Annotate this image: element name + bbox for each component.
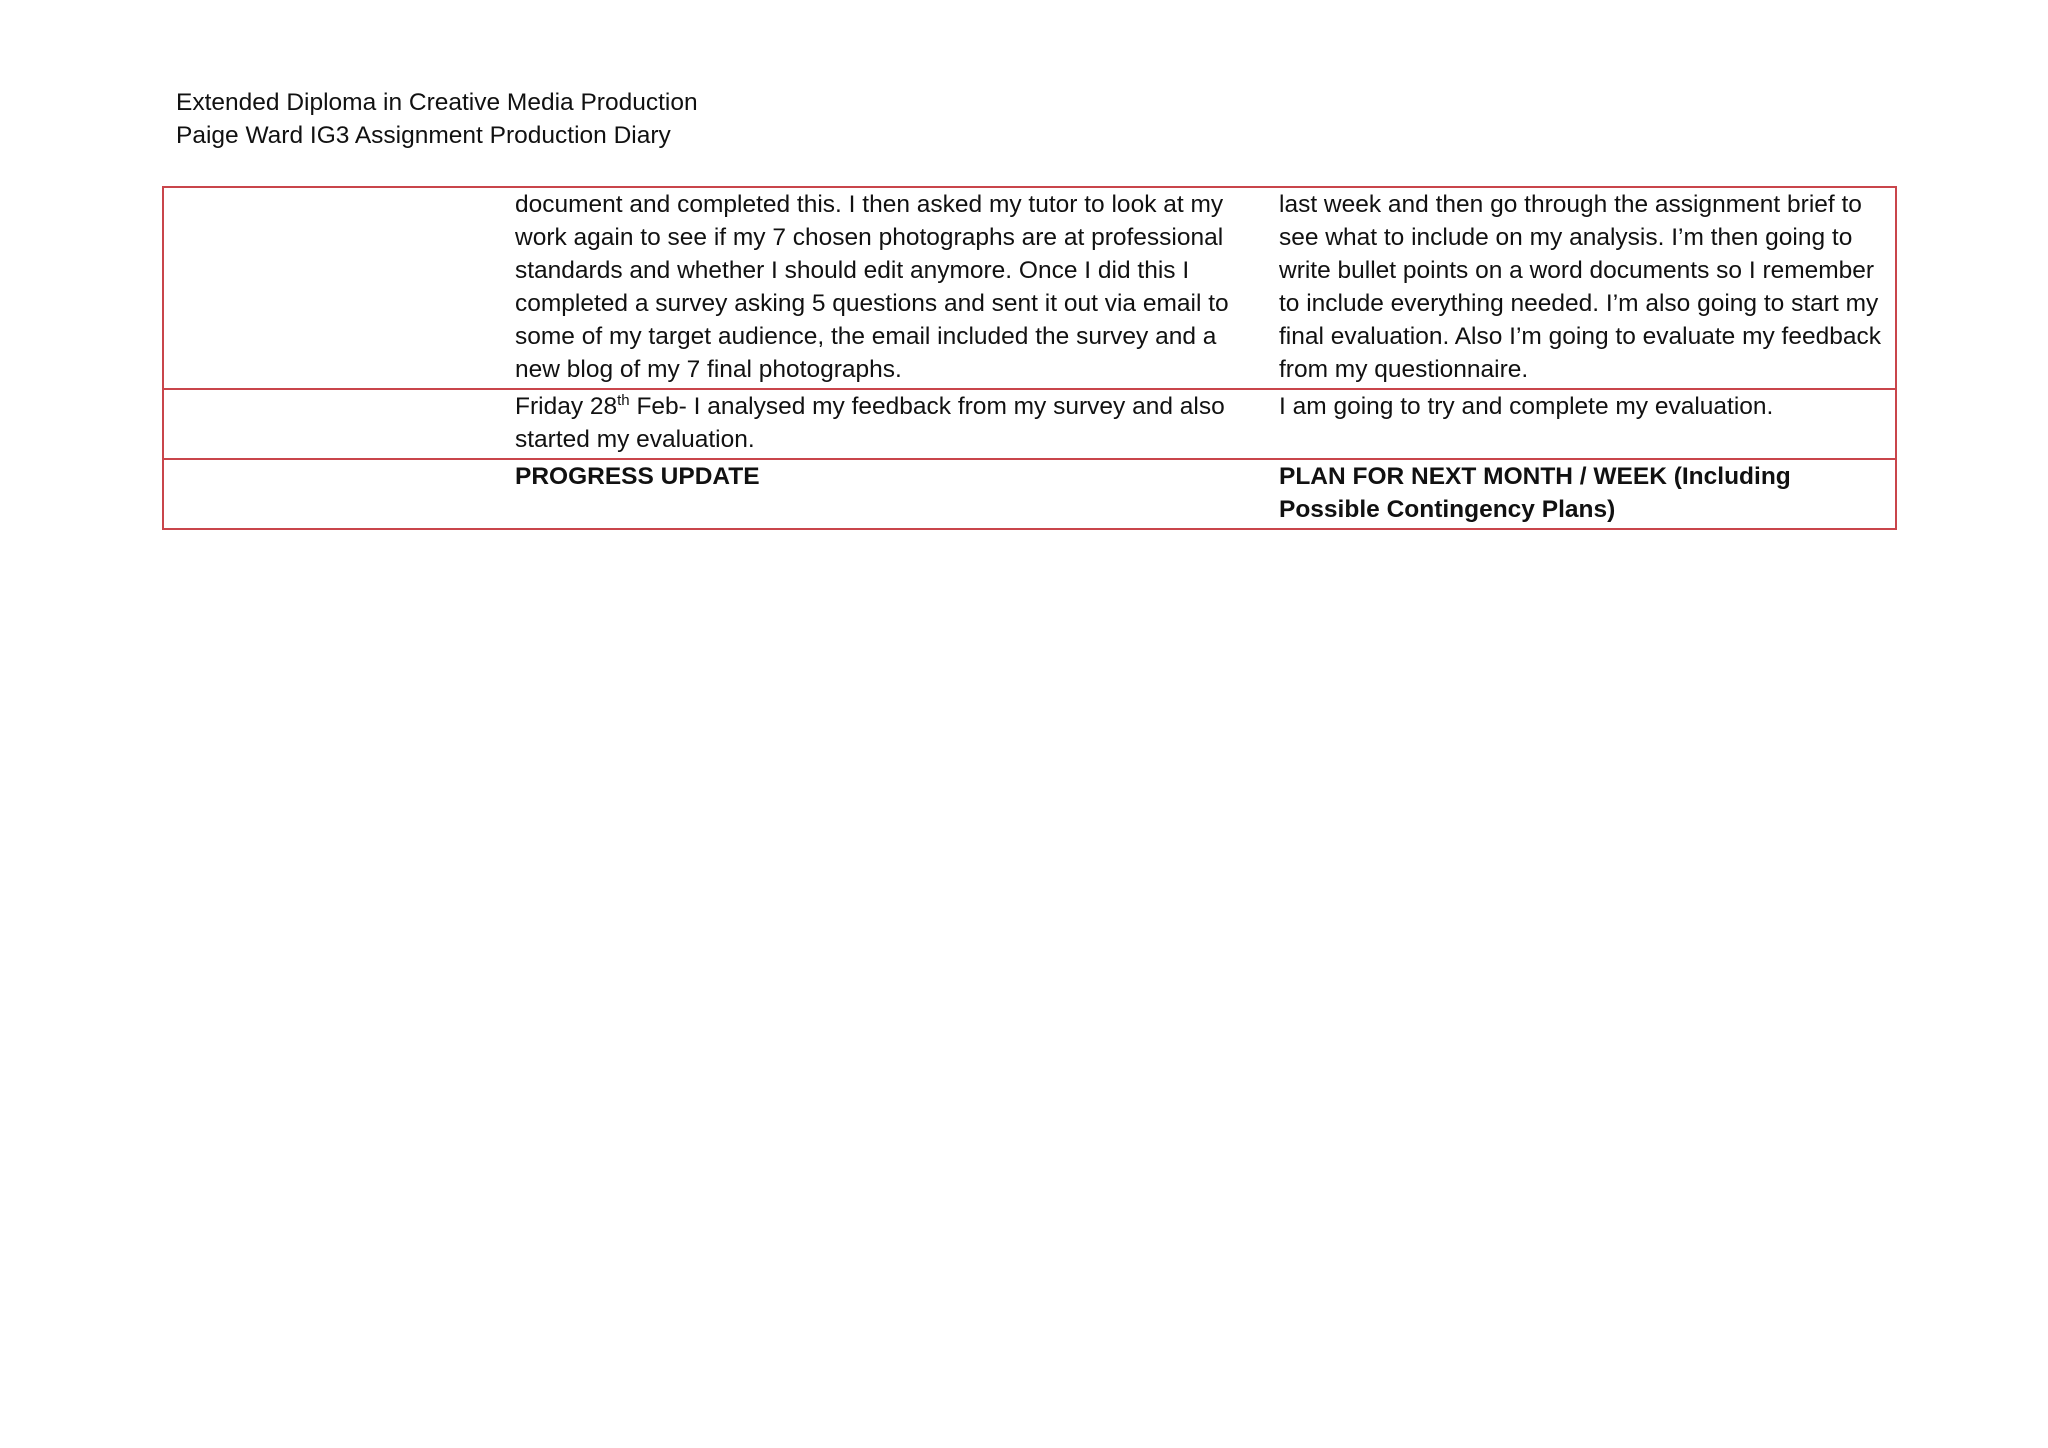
progress-cell	[503, 389, 1267, 459]
plan-heading: PLAN FOR NEXT MONTH / WEEK (Including Possible Contingency Plans)	[1267, 459, 1896, 529]
progress-cell: document and completed this. I then asked my tutor to look at my work again to see if my 7 chosen photographs are at professional standards and whether I should edit anymore. Once I did this I completed a survey asking 5 questions and sent it out via email to some of my target audience, the email included the survey and a new blog of my 7 final photographs.	[503, 187, 1267, 389]
progress-date: Friday 28	[515, 393, 618, 420]
table-row	[163, 187, 1896, 389]
table-row	[163, 389, 1896, 459]
production-diary-table	[162, 186, 1897, 530]
course-title: Extended Diploma in Creative Media Production	[176, 89, 698, 116]
progress-text: Feb- I analysed my feedback from my survey and also started my evaluation.	[515, 393, 1225, 453]
date-cell	[163, 459, 503, 529]
document-header	[176, 86, 698, 152]
plan-cell: last week and then go through the assignment brief to see what to include on my analysis. I’m then going to write bullet points on a word documents so I remember to include everything needed. I’m also going to start my final evaluation. Also I’m going to evaluate my feedback from my questionnaire.	[1267, 187, 1896, 389]
progress-update-heading: PROGRESS UPDATE	[503, 459, 1267, 529]
diary-title: Paige Ward IG3 Assignment Production Diary	[176, 122, 671, 149]
table-header-row	[163, 459, 1896, 529]
date-cell	[163, 389, 503, 459]
plan-cell: I am going to try and complete my evaluation.	[1267, 389, 1896, 459]
date-cell	[163, 187, 503, 389]
ordinal-suffix: th	[617, 391, 630, 409]
